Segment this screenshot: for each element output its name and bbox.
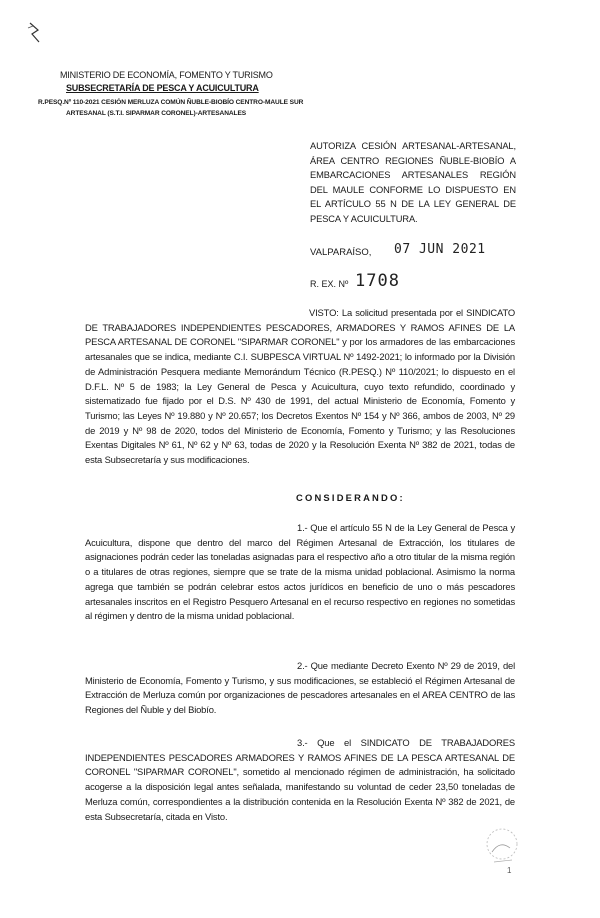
subsecretaria-name: SUBSECRETARÍA DE PESCA Y ACUICULTURA (66, 83, 259, 93)
considerando-2-lead: 2.- Que mediante Decreto Exento Nº 29 de 2019, (297, 660, 500, 671)
initials-stamp-icon (482, 822, 522, 874)
considerando-3-text: INDEPENDIENTES PESCADORES ARMADORES Y RAMOS AFINES DE LA PESCA ARTESANAL DE CORONEL "SIPARMAR CORONEL", sometido al mencionado régimen de administración, ha solicitado acogerse a la disposición legal antes señalada, manifestando su voluntad de ceder 23,50 toneladas de Merluza común, correspondientes a la distribución contenida en la Resolución Exenta Nº 382 de 2021, de esta Subsecretaría, citada en Visto. (85, 751, 515, 822)
visto-text: La solicitud presentada por el SINDICATO DE TRABAJADORES INDEPENDIENTES PESCADORES, ARMADORES Y RAMOS AFINES DE LA PESCA ARTESANAL DE CORONEL "SIPARMAR CORONEL" y por los armadores de las embarcaciones artesanales que se indica, mediante C.I. SUBPESCA VIRTUAL Nº 1492-2021; lo informado por la División de Administración Pesquera mediante Memorándum Técnico (R.PESQ.) Nº 110/2021; lo dispuesto en el D.F.L. Nº 5 de 1983; la Ley General de Pesca y Acuicultura, cuyo texto refundido, coordinado y sistematizado fue fijado por el D.S. Nº 430 de 1991, del actual Ministerio de Economía, Fomento y Turismo; las Leyes Nº 19.880 y Nº 20.657; los Decretos Exentos Nº 154 y Nº 366, ambos de 2003, Nº 29 de 2019 y Nº 98 de 2020, todos del Ministerio de Economía, Fomento y Turismo; y las Resoluciones Exentas Digitales Nº 61, Nº 62 y Nº 63, todas de 2020 y la Resolución Exenta Nº 382 de 2021, todas de esta Subsecretaría y sus modificaciones. (85, 307, 515, 466)
considerando-1-lead: 1.- Que el artículo 55 N de la Ley General de (297, 522, 480, 533)
place-label: VALPARAÍSO, (310, 247, 372, 258)
reference-line-1: R.PESQ.Nº 110-2021 CESIÓN MERLUZA COMÚN ÑUBLE-BIOBÍO CENTRO-MAULE SUR (38, 99, 304, 106)
considerando-2-text: del Ministerio de Economía, Fomento y Turismo, y sus modificaciones, se estableció el Régimen Artesanal de Extracción de Merluza común por organizaciones de pescadores artesanales en el AREA CENTRO de las Regiones del Ñuble y del Biobío. (85, 660, 515, 716)
considerando-3-lead: 3.- Que el SINDICATO DE TRABAJADORES (297, 737, 515, 748)
rex-label: R. EX. Nº (310, 279, 349, 289)
resolution-title: AUTORIZA CESIÓN ARTESANAL-ARTESANAL, ÁREA CENTRO REGIONES ÑUBLE-BIOBÍO A EMBARCACIONES ARTESANALES REGIÓN DEL MAULE CONFORME LO DISPUESTO EN EL ARTÍCULO 55 N DE LA LEY GENERAL DE PESCA Y ACUICULTURA. (310, 141, 516, 224)
considerando-2 (85, 659, 515, 718)
reference-line-2: ARTESANAL (S.T.I. SIPARMAR CORONEL)-ARTESANALES (66, 110, 247, 117)
considerando-1 (85, 521, 515, 624)
visto-lead: VISTO: (309, 307, 339, 318)
page-number: 1 (507, 866, 512, 875)
considerando-title: CONSIDERANDO: (296, 492, 405, 503)
ministry-name: MINISTERIO DE ECONOMÍA, FOMENTO Y TURISMO (60, 70, 273, 80)
rex-number: 1708 (355, 271, 400, 291)
visto-paragraph (85, 306, 515, 468)
corner-mark-icon (26, 20, 44, 48)
date-stamp: 07 JUN 2021 (394, 242, 486, 257)
considerando-3 (85, 736, 515, 824)
considerando-1-text: Pesca y Acuicultura, dispone que dentro del marco del Régimen Artesanal de Extracción, los titulares de asignaciones podrán ceder las toneladas asignadas para el respectivo año a otro titular de la misma región o a titulares de otras regiones, siempre que se trate de la misma unidad poblacional. Asimismo la norma agrega que también se podrán celebrar estos actos jurídicos en beneficio de uno o más pescadores artesanales inscritos en el Registro Pesquero Artesanal en el recurso respectivo en regiones no sometidas al régimen y dentro de la misma unidad poblacional. (85, 522, 515, 622)
